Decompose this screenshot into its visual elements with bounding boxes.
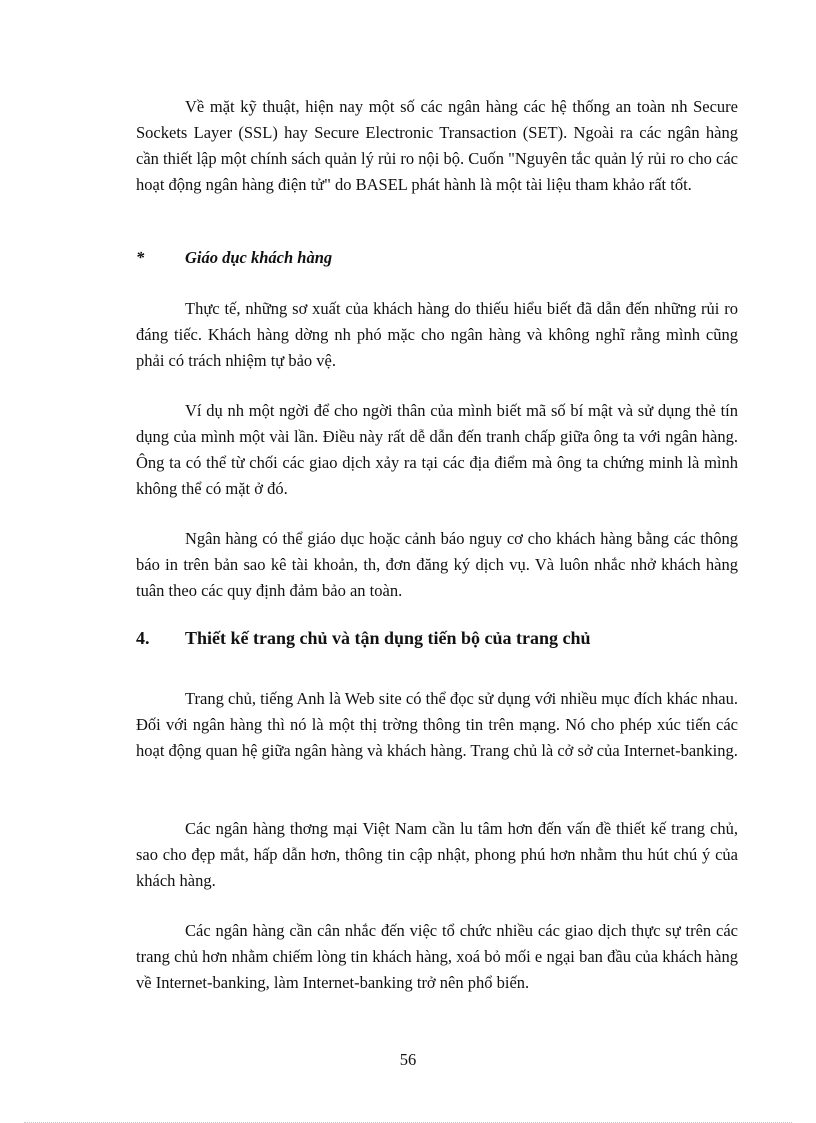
page-number: 56: [399, 1050, 417, 1069]
paragraph-customer-mistakes: Thực tế, những sơ xuất của khách hàng do thiếu hiểu biết đã dẫn đến những rủi ro đáng tiếc. Khách hàng dờng nh phó mặc cho ngân hàng và không nghĩ rằng mình cũng phải có trách nhiệm tự bảo vệ.: [136, 299, 738, 370]
subheading-customer-education: [136, 248, 738, 268]
paragraph-security-technology: Về mặt kỹ thuật, hiện nay một số các ngân hàng các hệ thống an toàn nh Secure Sockets Layer (SSL) hay Secure Electronic Transaction (SET). Ngoài ra các ngân hàng cần thiết lập một chính sách quản lý rủi ro nội bộ. Cuốn "Nguyên tắc quản lý rủi ro cho các hoạt động ngân hàng điện tử" do BASEL phát hành là một tài liệu tham khảo rất tốt.: [136, 97, 738, 194]
paragraph-homepage-design: Các ngân hàng thơng mại Việt Nam cần lu tâm hơn đến vấn đề thiết kế trang chủ, sao cho đẹp mắt, hấp dẫn hơn, thông tin cập nhật, phong phú hơn nhằm thu hút chú ý của khách hàng.: [136, 819, 738, 890]
section-number: 4.: [136, 628, 150, 648]
paragraph-homepage-definition: Trang chủ, tiếng Anh là Web site có thể đọc sử dụng với nhiều mục đích khác nhau. Đối với ngân hàng thì nó là một thị trờng thông tin trên mạng. Nó cho phép xúc tiến các hoạt động quan hệ giữa ngân hàng và khách hàng. Trang chủ là cở sở của Internet-banking.: [136, 689, 738, 760]
paragraph-bank-warnings: Ngân hàng có thể giáo dục hoặc cảnh báo nguy cơ cho khách hàng bằng các thông báo in trên bản sao kê tài khoản, th, đơn đăng ký dịch vụ. Và luôn nhắc nhở khách hàng tuân theo các quy định đảm bảo an toàn.: [136, 529, 738, 600]
section-title: Thiết kế trang chủ và tận dụng tiến bộ của trang chủ: [185, 628, 591, 648]
paragraph-example: Ví dụ nh một ngời để cho ngời thân của mình biết mã số bí mật và sử dụng thẻ tín dụng của mình một vài lần. Điều này rất dễ dẫn đến tranh chấp giữa ông ta với ngân hàng. Ông ta có thể từ chối các giao dịch xảy ra tại các địa điểm mà ông ta chứng minh là mình không thể có mặt ở đó.: [136, 401, 738, 498]
paragraph-homepage-transactions: Các ngân hàng cần cân nhắc đến việc tổ chức nhiều các giao dịch thực sự trên các trang chủ hơn nhằm chiếm lòng tin khách hàng, xoá bỏ mối e ngại ban đầu của khách hàng về Internet-banking, làm Internet-banking trở nên phổ biến.: [136, 921, 738, 992]
subheading-text: Giáo dục khách hàng: [185, 248, 333, 267]
subheading-bullet: *: [136, 248, 145, 267]
section-heading: [136, 628, 738, 649]
